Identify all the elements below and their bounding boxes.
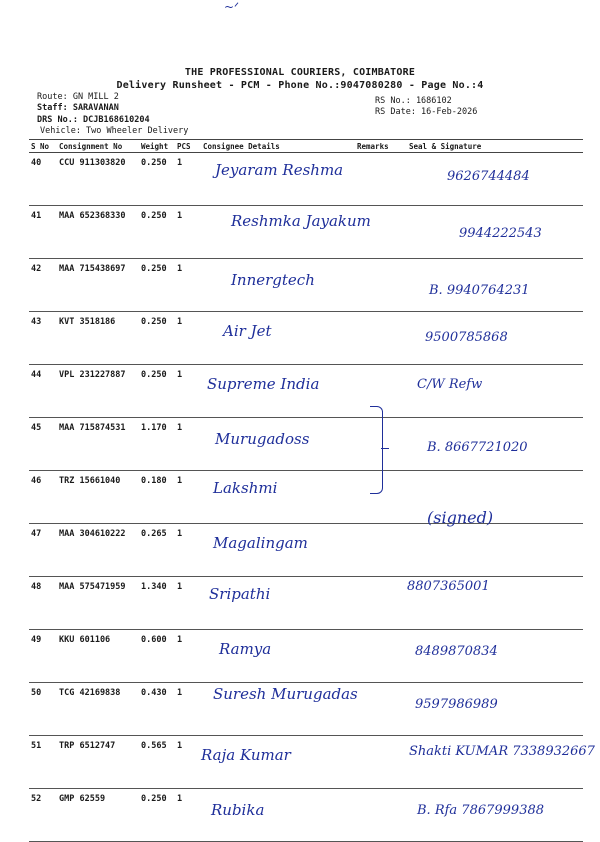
row-pcs: 1 [175, 206, 201, 259]
row-pcs: 1 [175, 471, 201, 524]
handwritten-signature: B. 9940764231 [429, 283, 530, 298]
table-row [29, 206, 583, 259]
row-sno: 42 [29, 259, 57, 312]
col-consignment: Consignment No [57, 140, 139, 153]
row-pcs: 1 [175, 524, 201, 577]
row-weight: 0.250 [139, 789, 175, 842]
handwritten-consignee: Rubika [211, 801, 265, 819]
rs-number: RS No.: 1686102 [375, 96, 452, 106]
row-sno: 50 [29, 683, 57, 736]
pen-mark: ~ᐟ [224, 0, 240, 14]
drs-number: DRS No.: DCJB168610204 [37, 115, 150, 125]
row-signature [407, 259, 583, 312]
row-remarks [355, 683, 407, 736]
row-consignment: KKU 601106 [57, 630, 139, 683]
table-row [29, 736, 583, 789]
row-pcs: 1 [175, 736, 201, 789]
row-consignee [201, 365, 355, 418]
row-consignment: MAA 575471959 [57, 577, 139, 630]
table-row [29, 577, 583, 630]
handwritten-consignee: Jeyaram Reshma [215, 161, 344, 179]
row-sno: 43 [29, 312, 57, 365]
handwritten-consignee: Innergtech [231, 271, 315, 289]
col-seal-signature: Seal & Signature [407, 140, 583, 153]
row-consignment: MAA 715438697 [57, 259, 139, 312]
row-consignee [201, 577, 355, 630]
row-consignee [201, 471, 355, 524]
row-consignee [201, 418, 355, 471]
handwritten-signature: 9944222543 [459, 226, 542, 241]
table-header-row [29, 140, 583, 153]
row-sno: 49 [29, 630, 57, 683]
row-signature [407, 153, 583, 206]
row-consignee [201, 153, 355, 206]
row-sno: 51 [29, 736, 57, 789]
row-weight: 0.250 [139, 259, 175, 312]
row-weight: 0.250 [139, 206, 175, 259]
row-consignment: KVT 3518186 [57, 312, 139, 365]
col-sno: S No [29, 140, 57, 153]
table-row [29, 789, 583, 842]
handwritten-consignee: Supreme India [207, 375, 320, 393]
row-pcs: 1 [175, 259, 201, 312]
col-remarks: Remarks [355, 140, 407, 153]
handwritten-signature: 9500785868 [425, 330, 508, 345]
row-consignee [201, 259, 355, 312]
row-remarks [355, 736, 407, 789]
row-sno: 52 [29, 789, 57, 842]
row-consignment: VPL 231227887 [57, 365, 139, 418]
row-consignee [201, 524, 355, 577]
route: Route: GN MILL 2 [37, 92, 119, 102]
handwritten-signature: Shakti KUMAR 7338932667 [409, 744, 595, 759]
table-row [29, 630, 583, 683]
rs-date: RS Date: 16-Feb-2026 [375, 107, 478, 117]
row-consignee [201, 312, 355, 365]
table-row [29, 153, 583, 206]
table-row [29, 365, 583, 418]
table-row [29, 418, 583, 471]
row-remarks [355, 789, 407, 842]
row-sno: 46 [29, 471, 57, 524]
row-consignment: GMP 62559 [57, 789, 139, 842]
handwritten-consignee: Sripathi [209, 585, 271, 603]
handwritten-signature: (signed) [427, 508, 494, 527]
row-signature [407, 508, 583, 577]
row-weight: 0.250 [139, 312, 175, 365]
row-sno: 47 [29, 524, 57, 577]
row-consignee [201, 789, 355, 842]
handwritten-consignee: Reshmka Jayakum [231, 212, 371, 230]
row-pcs: 1 [175, 312, 201, 365]
row-remarks [355, 630, 407, 683]
handwritten-consignee: Magalingam [213, 534, 308, 552]
row-sno: 48 [29, 577, 57, 630]
row-consignee [201, 206, 371, 259]
row-weight: 0.565 [139, 736, 175, 789]
handwritten-consignee: Raja Kumar [201, 746, 291, 764]
row-consignment: TCG 42169838 [57, 683, 139, 736]
row-signature [407, 418, 583, 471]
bracket-tip [381, 448, 389, 449]
row-pcs: 1 [175, 630, 201, 683]
row-sno: 41 [29, 206, 57, 259]
row-weight: 1.170 [139, 418, 175, 471]
row-pcs: 1 [175, 153, 201, 206]
row-consignee [201, 736, 355, 789]
vehicle: Vehicle: Two Wheeler Delivery [40, 126, 189, 136]
handwritten-consignee: Murugadoss [215, 430, 310, 448]
table-row [29, 259, 583, 312]
row-signature [407, 789, 583, 842]
row-signature [407, 365, 583, 418]
row-weight: 0.250 [139, 153, 175, 206]
table-row [29, 471, 583, 524]
row-consignee [201, 630, 355, 683]
row-consignment: CCU 911303820 [57, 153, 139, 206]
handwritten-signature: C/W Refw [417, 377, 483, 392]
col-weight: Weight [139, 140, 175, 153]
row-weight: 1.340 [139, 577, 175, 630]
handwritten-signature: 8489870834 [415, 644, 498, 659]
handwritten-signature: 9597986989 [415, 697, 498, 712]
row-pcs: 1 [175, 365, 201, 418]
row-consignee [201, 683, 358, 736]
row-pcs: 1 [175, 683, 201, 736]
row-signature [407, 312, 583, 365]
row-remarks [355, 312, 407, 365]
row-pcs: 1 [175, 577, 201, 630]
row-pcs: 1 [175, 789, 201, 842]
delivery-table [29, 139, 595, 842]
row-pcs: 1 [175, 418, 201, 471]
row-sno: 40 [29, 153, 57, 206]
row-sno: 44 [29, 365, 57, 418]
row-consignment: MAA 652368330 [57, 206, 139, 259]
table-row [29, 312, 583, 365]
handwritten-signature: 9626744484 [447, 169, 530, 184]
handwritten-consignee: Suresh Murugadas [213, 685, 358, 703]
row-remarks [355, 153, 407, 206]
row-weight: 0.600 [139, 630, 175, 683]
handwritten-consignee: Lakshmi [213, 479, 278, 497]
row-remarks [355, 524, 407, 577]
row-consignment: TRZ 15661040 [57, 471, 139, 524]
col-pcs: PCS [175, 140, 201, 153]
row-weight: 0.250 [139, 365, 175, 418]
table-row [29, 524, 583, 577]
row-weight: 0.265 [139, 524, 175, 577]
row-signature [407, 630, 583, 683]
handwritten-signature: B. Rfa 7867999388 [417, 803, 545, 818]
row-remarks [355, 259, 407, 312]
company-title: THE PROFESSIONAL COURIERS, COIMBATORE [184, 67, 416, 78]
row-signature [407, 206, 583, 259]
row-signature [407, 577, 583, 630]
row-sno: 45 [29, 418, 57, 471]
row-weight: 0.180 [139, 471, 175, 524]
row-consignment: MAA 715874531 [57, 418, 139, 471]
row-weight: 0.430 [139, 683, 175, 736]
staff: Staff: SARAVANAN [37, 103, 119, 113]
handwritten-consignee: Ramya [219, 640, 272, 658]
row-signature [407, 736, 595, 789]
handwritten-signature: B. 8667721020 [427, 440, 528, 455]
bracket-mark [370, 406, 383, 494]
handwritten-signature: 8807365001 [407, 579, 490, 594]
col-consignee: Consignee Details [201, 140, 355, 153]
row-consignment: MAA 304610222 [57, 524, 139, 577]
row-remarks [355, 577, 407, 630]
handwritten-consignee: Air Jet [223, 322, 272, 340]
table-row [29, 683, 583, 736]
runsheet-subtitle: Delivery Runsheet - PCM - Phone No.:9047080280 - Page No.:4 [116, 80, 484, 91]
row-signature [407, 683, 583, 736]
row-consignment: TRP 6512747 [57, 736, 139, 789]
